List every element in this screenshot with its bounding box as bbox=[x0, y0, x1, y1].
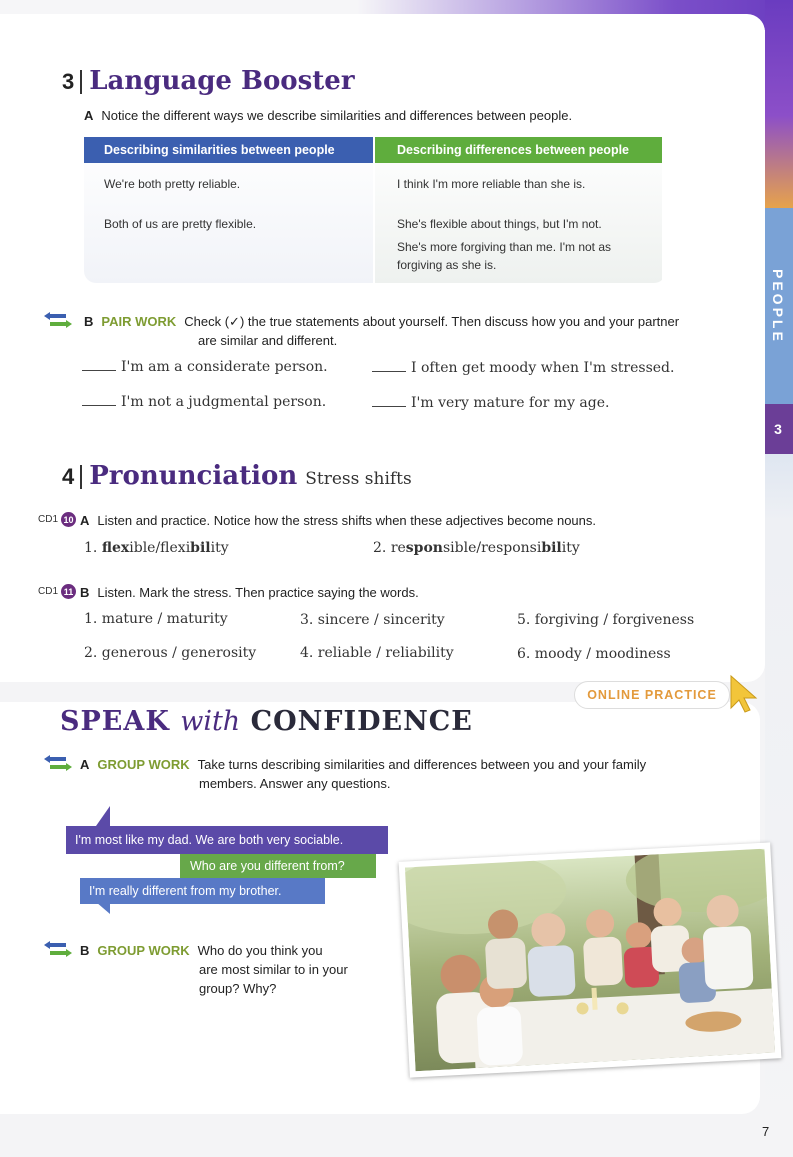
item-letter: A bbox=[80, 757, 90, 772]
statement-text: I'm am a considerate person. bbox=[121, 359, 328, 375]
activity-label: PAIR WORK bbox=[101, 314, 177, 329]
group-work-icon bbox=[44, 941, 72, 957]
section-number: 3 bbox=[62, 70, 82, 94]
word-pair: 2. generous / generosity bbox=[84, 645, 257, 661]
speech-bubble: I'm most like my dad. We are both very sociable. bbox=[66, 826, 388, 854]
page-number: 7 bbox=[762, 1124, 770, 1139]
section-subtitle: Stress shifts bbox=[305, 469, 412, 489]
similarities-header: Describing similarities between people bbox=[84, 137, 373, 163]
item-letter: B bbox=[80, 943, 90, 958]
instruction-text: Check (✓) the true statements about yourself. Then discuss how you and your partner bbox=[184, 314, 680, 329]
word-pair: 6. moody / moodiness bbox=[517, 646, 671, 662]
speech-bubble: I'm really different from my brother. bbox=[80, 878, 325, 904]
speak-instruction-b-cont: group? Why? bbox=[199, 981, 277, 996]
instruction-b bbox=[80, 583, 419, 602]
instruction-b bbox=[84, 312, 734, 331]
activity-label: GROUP WORK bbox=[97, 757, 190, 772]
speech-bubble: Who are you different from? bbox=[180, 854, 376, 878]
cd-icon: 11 bbox=[61, 584, 76, 599]
word-pair: 4. reliable / reliability bbox=[300, 645, 454, 661]
tab-unit-number: 3 bbox=[763, 404, 793, 454]
speak-instruction-a bbox=[80, 755, 740, 774]
language-table bbox=[84, 137, 666, 283]
statement-text: I often get moody when I'm stressed. bbox=[411, 360, 675, 376]
bubble-tail bbox=[96, 902, 110, 914]
instruction-a bbox=[80, 511, 596, 530]
section-title: Language Booster bbox=[89, 66, 355, 96]
table-cell: She's flexible about things, but I'm not. bbox=[397, 217, 602, 231]
table-cell: I think I'm more reliable than she is. bbox=[397, 177, 586, 191]
item-letter: B bbox=[80, 585, 90, 600]
statement-item bbox=[372, 360, 674, 376]
answer-blank[interactable] bbox=[82, 405, 116, 406]
speak-instruction-a-cont: members. Answer any questions. bbox=[199, 776, 391, 791]
answer-blank[interactable] bbox=[82, 370, 116, 371]
speak-title: SPEAK with CONFIDENCE bbox=[60, 706, 473, 737]
cd-track-label[interactable]: CD1 10 bbox=[38, 512, 76, 527]
answer-blank[interactable] bbox=[372, 406, 406, 407]
item-letter: A bbox=[84, 108, 94, 123]
instruction-b-cont: are similar and different. bbox=[198, 333, 338, 348]
cd-track-label[interactable]: CD1 11 bbox=[38, 584, 76, 599]
pronunciation-item: 1. flexible/flexibility bbox=[84, 540, 229, 556]
differences-header: Describing differences between people bbox=[375, 137, 662, 163]
pair-work-icon bbox=[44, 312, 72, 328]
table-cell: She's more forgiving than me. I'm not as bbox=[397, 240, 612, 254]
word-pair: 3. sincere / sincerity bbox=[300, 612, 445, 628]
tab-label: PEOPLE bbox=[770, 268, 786, 344]
differences-column bbox=[373, 137, 662, 283]
pronunciation-item: 2. responsible/responsibility bbox=[373, 540, 580, 556]
speak-instruction-b bbox=[80, 941, 323, 960]
similarities-column bbox=[84, 137, 373, 283]
instruction-text: Who do you think you bbox=[197, 943, 323, 958]
cursor-arrow-icon bbox=[729, 674, 761, 714]
table-cell: We're both pretty reliable. bbox=[104, 177, 241, 191]
statement-text: I'm very mature for my age. bbox=[411, 395, 610, 411]
item-letter: B bbox=[84, 314, 94, 329]
item-letter: A bbox=[80, 513, 90, 528]
group-work-icon bbox=[44, 755, 72, 771]
word-pair: 1. mature / maturity bbox=[84, 611, 228, 627]
cd-icon: 10 bbox=[61, 512, 76, 527]
section-3-heading bbox=[62, 66, 355, 96]
table-cell: Both of us are pretty flexible. bbox=[104, 217, 257, 231]
family-photo bbox=[399, 842, 782, 1077]
section-4-heading bbox=[62, 461, 412, 491]
instruction-text: Notice the different ways we describe similarities and differences between people. bbox=[101, 108, 573, 123]
instruction-a bbox=[84, 106, 572, 125]
instruction-text: Take turns describing similarities and differences between you and your family bbox=[197, 757, 647, 772]
family-dinner-image bbox=[405, 849, 775, 1072]
word-pair: 5. forgiving / forgiveness bbox=[517, 612, 695, 628]
instruction-text: Listen and practice. Notice how the stress shifts when these adjectives become nouns. bbox=[97, 513, 596, 528]
tab-people bbox=[763, 208, 793, 404]
section-title: Pronunciation bbox=[89, 461, 298, 491]
speak-instruction-b-cont: are most similar to in your bbox=[199, 962, 348, 977]
statement-item bbox=[82, 394, 326, 410]
activity-label: GROUP WORK bbox=[97, 943, 190, 958]
statement-text: I'm not a judgmental person. bbox=[121, 394, 327, 410]
online-practice-button[interactable]: ONLINE PRACTICE bbox=[574, 681, 730, 709]
table-cell: forgiving as she is. bbox=[397, 258, 497, 272]
instruction-text: Listen. Mark the stress. Then practice saying the words. bbox=[97, 585, 419, 600]
answer-blank[interactable] bbox=[372, 371, 406, 372]
statement-item bbox=[82, 359, 328, 375]
statement-item bbox=[372, 395, 609, 411]
bubble-tail bbox=[96, 806, 110, 826]
section-number: 4 bbox=[62, 465, 82, 489]
